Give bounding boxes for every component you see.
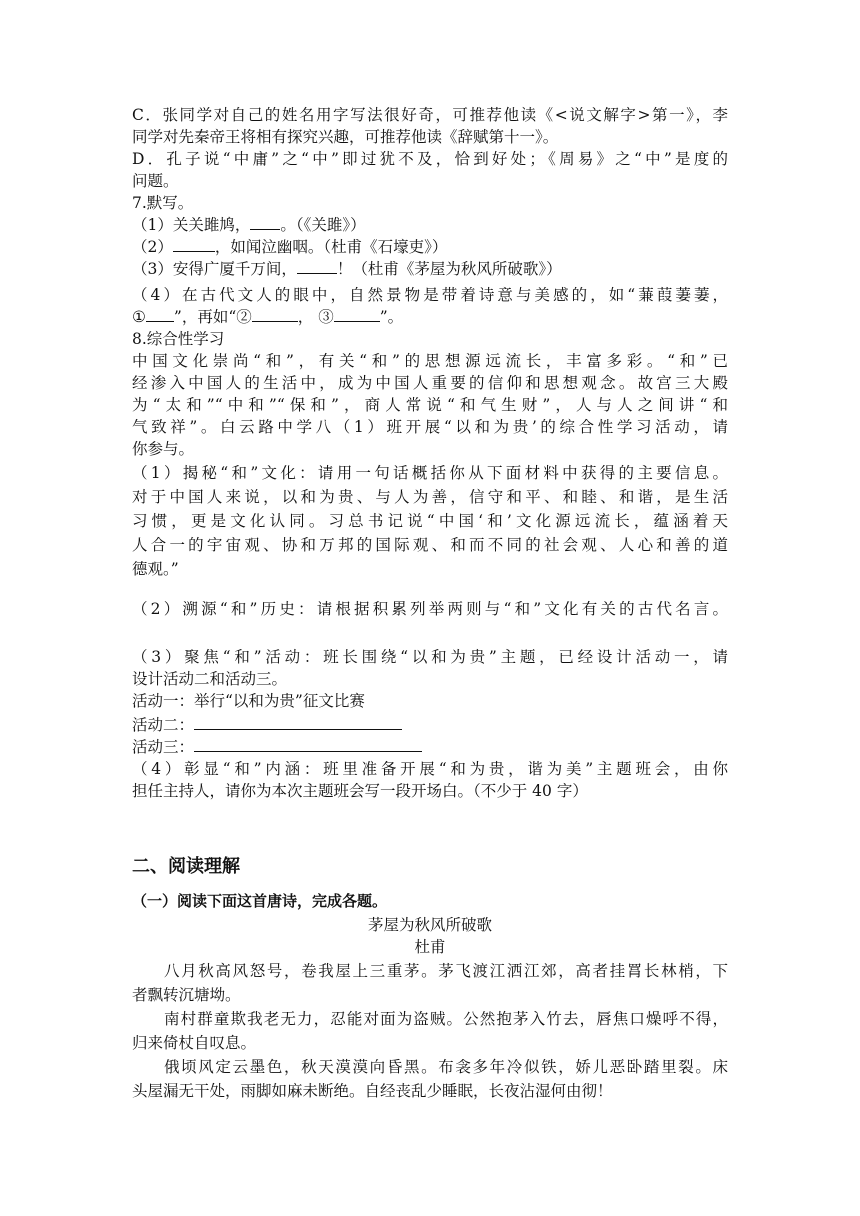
answer-blank[interactable]: [250, 215, 280, 230]
q7-3-text-b: ！（杜甫《茅屋为秋风所破歌》）: [336, 260, 562, 278]
q8-intro-line-2: 经渗入中国人的生活中，成为中国人重要的信仰和思想观念。故宫三大殿: [132, 374, 728, 392]
poem-para-2-line-1: 南村群童欺我老无力，忍能对面为盗贼。公然抱茅入竹去，唇焦口燥呼不得，: [164, 1010, 728, 1028]
q7-3-text-a: （3）安得广厦千万间，: [132, 260, 297, 278]
q8-1-line-2: 对于中国人来说，以和为贵、与人为善，信守和平、和睦、和谐，是生活: [132, 488, 728, 506]
q7-2-text-a: （2）: [132, 238, 173, 256]
option-c-line-1: C．张同学对自己的姓名用字写法很好奇，可推荐他读《<说文解字>第一》，李: [132, 106, 728, 124]
option-c-line-2: 同学对先秦帝王将相有探究兴趣，可推荐他读《辞赋第十一》。: [132, 128, 559, 146]
answer-blank[interactable]: [297, 259, 337, 274]
q8-intro-line-5: 你参与。: [132, 440, 195, 458]
q8-3-activity-1: 活动一：举行“以和为贵”征文比赛: [132, 692, 365, 710]
q8-1-line-3: 习惯，更是文化认同。习总书记说“中国‘和’文化源远流长，蕴涵着天: [132, 512, 728, 530]
answer-blank[interactable]: [194, 737, 422, 752]
question-7-title: 7.默写。: [132, 194, 194, 212]
q8-3-activity-3: [132, 736, 422, 758]
answer-blank[interactable]: [173, 237, 215, 252]
q8-3-activity-2: [132, 714, 402, 736]
poem-para-1-line-1: 八月秋高风怒号，卷我屋上三重茅。茅飞渡江洒江郊，高者挂罥长林梢，下: [164, 962, 728, 980]
question-7-item-4-line-2: [132, 306, 403, 328]
q8-1-line-4: 人合一的宇宙观、协和万邦的国际观、和而不同的社会观、人心和善的道: [132, 536, 728, 554]
q7-4-marker-4: ”。: [379, 308, 404, 326]
poem-author: 杜甫: [414, 938, 446, 956]
option-d-line-1: D．孔子说“中庸”之“中”即过犹不及，恰到好处；《周易》之“中”是度的: [132, 150, 728, 168]
q7-1-text-b: 。（《关雎》）: [280, 216, 366, 234]
question-8-title: 8.综合性学习: [132, 330, 225, 348]
question-7-item-3: [132, 258, 562, 280]
question-7-item-1: [132, 214, 366, 236]
section-heading: 二、阅读理解: [132, 856, 240, 877]
q8-4-line-1: （4）彰显“和”内涵：班里准备开展“和为贵，谐为美”主题班会，由你: [132, 760, 728, 778]
q7-1-text-a: （1）关关雎鸠，: [132, 216, 251, 234]
q8-2-line: （2）溯源“和”历史：请根据积累列举两则与“和”文化有关的古代名言。: [132, 600, 728, 618]
q8-intro-line-3: 为“太和”“中和”“保和”，商人常说“和气生财”，人与人之间讲“和: [132, 396, 728, 414]
q7-2-text-b: ，如闻泣幽咽。（杜甫《石壕吏》）: [214, 238, 448, 256]
q8-intro-line-1: 中国文化崇尚“和”，有关“和”的思想源远流长，丰富多彩。“和”已: [132, 352, 728, 370]
option-d-line-2: 问题。: [132, 172, 179, 190]
q7-4-marker-2: ”，再如“②: [173, 308, 252, 326]
poem-para-3-line-1: 俄顷风定云墨色，秋天漠漠向昏黑。布衾多年冷似铁，娇儿恶卧踏里裂。床: [164, 1058, 728, 1076]
poem-title: 茅屋为秋风所破歌: [367, 916, 492, 934]
poem-para-2-line-2: 归来倚杖自叹息。: [132, 1034, 257, 1052]
answer-blank[interactable]: [334, 307, 380, 322]
activity-2-label: 活动二：: [132, 716, 195, 734]
answer-blank[interactable]: [252, 307, 298, 322]
q8-1-line-1: （1）揭秘“和”文化：请用一句话概括你从下面材料中获得的主要信息。: [132, 464, 728, 482]
activity-3-label: 活动三：: [132, 738, 195, 756]
q8-4-line-2: 担任主持人，请你为本次主题班会写一段开场白。（不少于 40 字）: [132, 782, 588, 800]
q8-1-line-5: 德观。”: [132, 560, 179, 578]
question-7-item-2: [132, 236, 447, 258]
answer-blank[interactable]: [194, 715, 402, 730]
answer-blank[interactable]: [146, 307, 174, 322]
q7-4-marker-3: ， ③: [297, 308, 334, 326]
poem-para-1-line-2: 者飘转沉塘坳。: [132, 986, 241, 1004]
q8-3-line-1: （3）聚焦“和”活动：班长围绕“以和为贵”主题，已经设计活动一，请: [132, 648, 728, 666]
q8-3-line-2: 设计活动二和活动三。: [132, 670, 288, 688]
q7-4-marker-1: ①: [132, 308, 146, 326]
section-subheading: （一）阅读下面这首唐诗，完成各题。: [132, 892, 388, 910]
question-7-item-4-line-1: （4）在古代文人的眼中，自然景物是带着诗意与美感的，如“蒹葭萋萋，: [132, 286, 728, 304]
q8-intro-line-4: 气致祥”。白云路中学八（1）班开展“以和为贵’的综合性学习活动，请: [132, 418, 728, 436]
poem-para-3-line-2: 头屋漏无干处，雨脚如麻未断绝。自经丧乱少睡眠，长夜沾湿何由彻！: [132, 1082, 613, 1100]
